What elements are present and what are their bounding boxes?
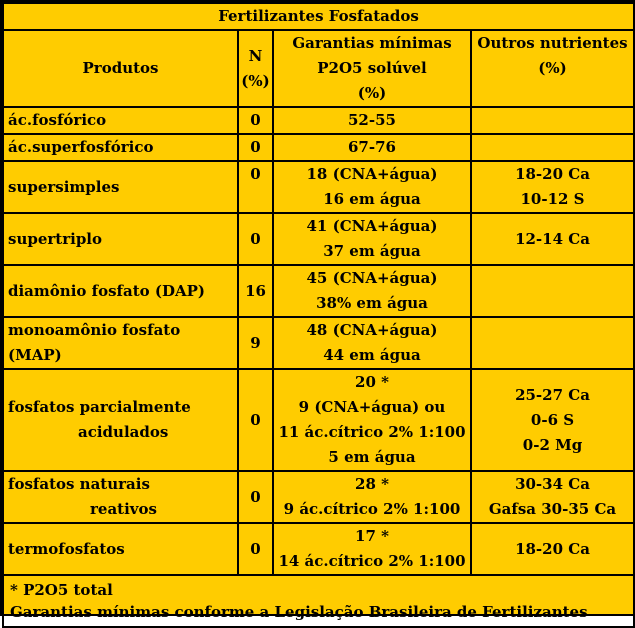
footnotes bbox=[3, 575, 634, 627]
header-outros-line: (%) bbox=[538, 59, 567, 77]
header-outros bbox=[471, 30, 634, 107]
garantia-line: 44 em água bbox=[323, 346, 421, 364]
footnote: * P2O5 total bbox=[10, 581, 113, 599]
garantia-line: 48 (CNA+água) bbox=[306, 321, 438, 339]
garantia-line: 16 em água bbox=[323, 190, 421, 208]
footnote: Garantias mínimas conforme a Legislação Brasileira de Fertilizantes bbox=[10, 603, 588, 621]
cell-n: 0 bbox=[238, 369, 273, 471]
produto-line: ác.superfosfórico bbox=[8, 138, 154, 156]
garantia-line: 38% em água bbox=[316, 294, 428, 312]
cell-produto bbox=[3, 134, 238, 161]
table-title: Fertilizantes Fosfatados bbox=[3, 3, 634, 30]
table-row bbox=[3, 523, 634, 575]
cell-garantias bbox=[273, 161, 471, 213]
cell-outros bbox=[471, 107, 634, 134]
table-row bbox=[3, 107, 634, 134]
cell-produto bbox=[3, 523, 238, 575]
garantia-line: 28 * bbox=[355, 475, 389, 493]
cell-garantias bbox=[273, 265, 471, 317]
produto-line: reativos bbox=[90, 500, 157, 518]
cell-n: 0 bbox=[238, 213, 273, 265]
outros-line: 25-27 Ca bbox=[515, 385, 590, 404]
outros-line: Gafsa 30-35 Ca bbox=[488, 500, 617, 518]
header-n-line: (%) bbox=[241, 71, 270, 90]
outros-line: 30-34 Ca bbox=[515, 475, 590, 493]
header-produtos: Produtos bbox=[3, 30, 238, 107]
table-body bbox=[3, 107, 634, 575]
cell-garantias bbox=[273, 107, 471, 134]
garantia-line: 11 ác.cítrico 2% 1:100 bbox=[278, 423, 466, 441]
table-row bbox=[3, 213, 634, 265]
table-row bbox=[3, 369, 634, 471]
produto-line: acidulados bbox=[78, 423, 169, 441]
cell-produto bbox=[3, 213, 238, 265]
cell-outros bbox=[471, 317, 634, 369]
garantia-line: 18 (CNA+água) bbox=[306, 165, 438, 183]
outros-line: 0-6 S bbox=[530, 410, 575, 429]
garantia-line: 5 em água bbox=[328, 448, 416, 466]
outros-line: 18-20 Ca bbox=[515, 165, 590, 183]
cell-garantias bbox=[273, 213, 471, 265]
garantia-line: 67-76 bbox=[348, 138, 396, 156]
header-n bbox=[238, 30, 273, 107]
garantia-line: 45 (CNA+água) bbox=[306, 269, 438, 287]
outros-line: 10-12 S bbox=[520, 190, 585, 208]
cell-produto bbox=[3, 317, 238, 369]
cell-n: 9 bbox=[238, 317, 273, 369]
cell-n: 0 bbox=[238, 471, 273, 523]
table-row bbox=[3, 317, 634, 369]
produto-line: supertriplo bbox=[8, 229, 103, 248]
produto-line: diamônio fosfato (DAP) bbox=[8, 281, 205, 300]
table-row bbox=[3, 471, 634, 523]
cell-outros bbox=[471, 134, 634, 161]
cell-n: 16 bbox=[238, 265, 273, 317]
garantia-line: 14 ác.cítrico 2% 1:100 bbox=[278, 552, 466, 570]
cell-outros bbox=[471, 161, 634, 213]
cell-produto bbox=[3, 161, 238, 213]
header-outros-line: Outros nutrientes bbox=[477, 34, 628, 52]
cell-produto bbox=[3, 265, 238, 317]
cell-n: 0 bbox=[238, 134, 273, 161]
garantia-line: 9 ác.cítrico 2% 1:100 bbox=[283, 500, 461, 518]
cell-n: 0 bbox=[238, 161, 273, 213]
table-row bbox=[3, 161, 634, 213]
outros-line: 18-20 Ca bbox=[515, 539, 590, 558]
garantia-line: 20 * bbox=[355, 373, 389, 391]
garantia-line: 17 * bbox=[355, 527, 389, 545]
garantia-line: 41 (CNA+água) bbox=[306, 217, 438, 235]
header-garantias bbox=[273, 30, 471, 107]
cell-produto bbox=[3, 471, 238, 523]
produto-line: ác.fosfórico bbox=[8, 111, 107, 129]
cell-outros bbox=[471, 471, 634, 523]
cell-outros bbox=[471, 265, 634, 317]
cell-garantias bbox=[273, 471, 471, 523]
header-garantias-line: (%) bbox=[357, 84, 387, 102]
cell-garantias bbox=[273, 134, 471, 161]
outros-line: 0-2 Mg bbox=[522, 435, 583, 454]
header-n-line: N bbox=[248, 46, 263, 65]
header-garantias-line: Garantias mínimas bbox=[292, 34, 452, 52]
garantia-line: 52-55 bbox=[348, 111, 396, 129]
outros-line: 12-14 Ca bbox=[515, 229, 590, 248]
garantia-line: 9 (CNA+água) ou bbox=[298, 398, 446, 416]
header-garantias-line: P2O5 solúvel bbox=[317, 59, 427, 77]
cell-garantias bbox=[273, 369, 471, 471]
produto-line: termofosfatos bbox=[8, 539, 125, 558]
table-row bbox=[3, 265, 634, 317]
fertilizer-table bbox=[2, 2, 635, 628]
garantia-line: 37 em água bbox=[323, 242, 421, 260]
produto-line: fosfatos parcialmente bbox=[8, 398, 191, 416]
table-row bbox=[3, 134, 634, 161]
cell-produto bbox=[3, 369, 238, 471]
cell-outros bbox=[471, 523, 634, 575]
cell-produto bbox=[3, 107, 238, 134]
cell-garantias bbox=[273, 317, 471, 369]
produto-line: fosfatos naturais bbox=[8, 475, 150, 493]
cell-n: 0 bbox=[238, 523, 273, 575]
cell-outros bbox=[471, 369, 634, 471]
produto-line: supersimples bbox=[8, 177, 120, 196]
cell-garantias bbox=[273, 523, 471, 575]
produto-line: monoamônio fosfato (MAP) bbox=[8, 321, 181, 364]
cell-outros bbox=[471, 213, 634, 265]
cell-n: 0 bbox=[238, 107, 273, 134]
